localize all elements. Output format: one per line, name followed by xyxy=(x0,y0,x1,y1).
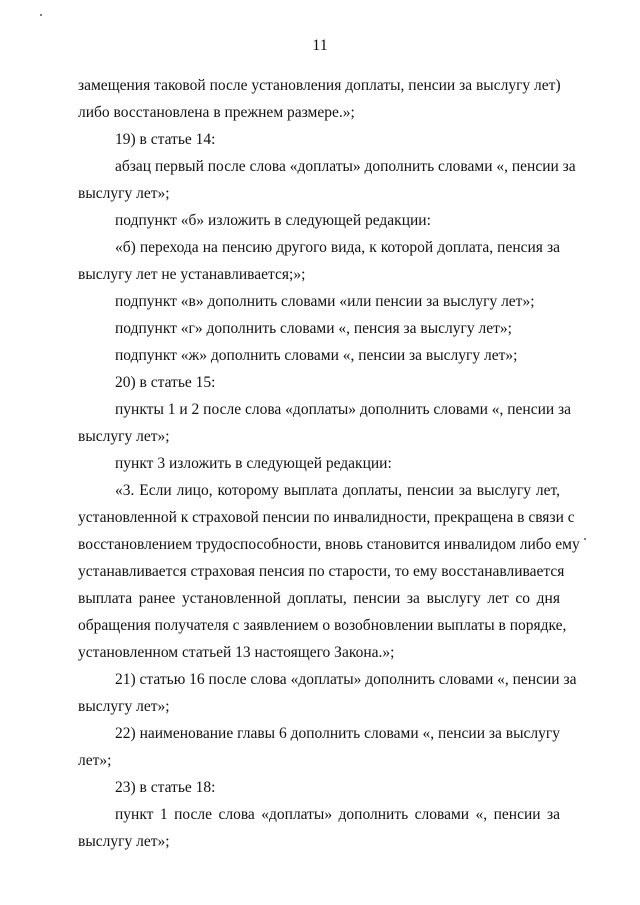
text-line: выслугу лет»; xyxy=(78,698,170,715)
text-line: 19) в статье 14: xyxy=(115,131,216,148)
document-text xyxy=(78,72,580,855)
text-line: выслугу лет»; xyxy=(78,428,170,445)
text-line: «б) перехода на пенсию другого вида, к которой доплата, пенсия за xyxy=(115,239,560,256)
text-line: обращения получателя с заявлением о возобновлении выплаты в порядке, xyxy=(78,617,567,634)
text-line: 20) в статье 15: xyxy=(115,374,216,391)
text-line: установленном статьей 13 настоящего Закона.»; xyxy=(78,644,395,661)
scan-speck xyxy=(40,14,42,16)
page-number: 11 xyxy=(312,37,328,54)
text-line: установленной к страховой пенсии по инвалидности, прекращена в связи с xyxy=(78,509,575,526)
text-line: подпункт «б» изложить в следующей редакции: xyxy=(115,212,431,229)
text-line: выслугу лет»; xyxy=(78,185,170,202)
text-line: 21) статью 16 после слова «доплаты» дополнить словами «, пенсии за xyxy=(115,671,577,688)
text-line: устанавливается страховая пенсия по старости, то ему восстанавливается xyxy=(78,563,565,580)
text-line: замещения таковой после установления доплаты, пенсии за выслугу лет) xyxy=(78,77,561,94)
scan-speck xyxy=(584,538,586,540)
text-line: «3. Если лицо, которому выплата доплаты, пенсии за выслугу лет, xyxy=(115,482,560,499)
text-line: пункт 1 после слова «доплаты» дополнить словами «, пенсии за xyxy=(115,806,560,823)
text-line: восстановлением трудоспособности, вновь становится инвалидом либо ему xyxy=(78,536,580,553)
text-line: либо восстановлена в прежнем размере.»; xyxy=(78,104,355,121)
text-line: выслугу лет не устанавливается;»; xyxy=(78,266,306,283)
text-line: подпункт «в» дополнить словами «или пенсии за выслугу лет»; xyxy=(115,293,535,310)
text-line: подпункт «ж» дополнить словами «, пенсии за выслугу лет»; xyxy=(115,347,518,364)
text-line: 22) наименование главы 6 дополнить словами «, пенсии за выслугу xyxy=(115,725,560,742)
text-line: пункт 3 изложить в следующей редакции: xyxy=(115,455,392,472)
text-line: выслугу лет»; xyxy=(78,833,170,850)
text-line: 23) в статье 18: xyxy=(115,779,216,796)
text-line: лет»; xyxy=(78,752,112,769)
text-line: пункты 1 и 2 после слова «доплаты» дополнить словами «, пенсии за xyxy=(115,401,572,418)
text-line: абзац первый после слова «доплаты» дополнить словами «, пенсии за xyxy=(115,158,576,175)
text-line: выплата ранее установленной доплаты, пенсии за выслугу лет со дня xyxy=(78,590,560,607)
text-line: подпункт «г» дополнить словами «, пенсия за выслугу лет»; xyxy=(115,320,512,337)
